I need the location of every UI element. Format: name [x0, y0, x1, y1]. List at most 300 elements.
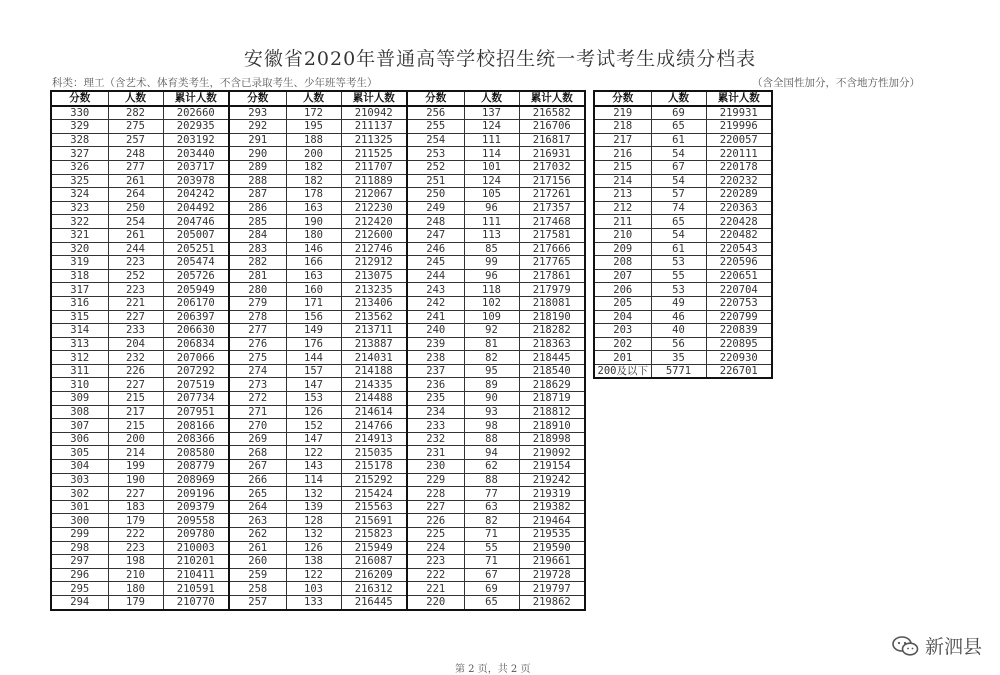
score-cell: 250 — [407, 188, 464, 202]
score-cell: 216 — [594, 147, 651, 161]
table-row — [51, 120, 585, 134]
score-cell: 320 — [51, 242, 108, 256]
cumulative-cell: 204492 — [163, 201, 229, 215]
count-cell: 128 — [286, 514, 341, 528]
count-cell: 67 — [464, 568, 519, 582]
watermark — [891, 632, 982, 659]
table-row — [51, 500, 585, 514]
score-cell: 259 — [229, 568, 286, 582]
cumulative-cell: 216931 — [519, 147, 585, 161]
score-cell: 252 — [407, 160, 464, 174]
score-cell: 200及以下 — [594, 364, 651, 378]
score-cell: 275 — [229, 351, 286, 365]
cumulative-cell: 207066 — [163, 351, 229, 365]
cumulative-cell: 218282 — [519, 324, 585, 338]
table-row — [51, 201, 585, 215]
table-row — [51, 296, 585, 310]
col-header-cumulative: 累计人数 — [706, 91, 772, 106]
score-cell: 263 — [229, 514, 286, 528]
count-cell: 69 — [651, 106, 706, 120]
count-cell: 182 — [286, 160, 341, 174]
count-cell: 232 — [108, 351, 163, 365]
score-cell: 315 — [51, 310, 108, 324]
count-cell: 77 — [464, 487, 519, 501]
cumulative-cell: 215292 — [341, 473, 407, 487]
score-cell: 274 — [229, 364, 286, 378]
count-cell: 190 — [108, 473, 163, 487]
score-cell: 326 — [51, 160, 108, 174]
count-cell: 147 — [286, 432, 341, 446]
count-cell: 200 — [286, 147, 341, 161]
score-cell: 313 — [51, 337, 108, 351]
table-row — [51, 514, 585, 528]
score-cell: 280 — [229, 283, 286, 297]
table-row — [51, 337, 585, 351]
cumulative-cell: 210003 — [163, 541, 229, 555]
score-cell: 256 — [407, 106, 464, 120]
score-cell: 214 — [594, 174, 651, 188]
count-cell: 146 — [286, 242, 341, 256]
score-cell: 281 — [229, 269, 286, 283]
count-cell: 179 — [108, 514, 163, 528]
score-cell: 247 — [407, 228, 464, 242]
score-cell: 308 — [51, 405, 108, 419]
count-cell: 82 — [464, 351, 519, 365]
score-cell: 322 — [51, 215, 108, 229]
count-cell: 149 — [286, 324, 341, 338]
table-row — [594, 283, 772, 297]
score-cell: 221 — [407, 582, 464, 596]
count-cell: 227 — [108, 378, 163, 392]
score-cell: 301 — [51, 500, 108, 514]
cumulative-cell: 210942 — [341, 106, 407, 120]
score-cell: 323 — [51, 201, 108, 215]
table-row — [51, 188, 585, 202]
count-cell: 147 — [286, 378, 341, 392]
count-cell: 111 — [464, 133, 519, 147]
cumulative-cell: 210591 — [163, 582, 229, 596]
table-row — [51, 283, 585, 297]
score-cell: 217 — [594, 133, 651, 147]
count-cell: 221 — [108, 296, 163, 310]
score-cell: 325 — [51, 174, 108, 188]
cumulative-cell: 204242 — [163, 188, 229, 202]
cumulative-cell: 215563 — [341, 500, 407, 514]
table-row — [594, 106, 772, 120]
count-cell: 126 — [286, 541, 341, 555]
score-cell: 316 — [51, 296, 108, 310]
count-cell: 82 — [464, 514, 519, 528]
cumulative-cell: 217468 — [519, 215, 585, 229]
table-row — [594, 174, 772, 188]
cumulative-cell: 218629 — [519, 378, 585, 392]
count-cell: 94 — [464, 446, 519, 460]
count-cell: 188 — [286, 133, 341, 147]
score-cell: 246 — [407, 242, 464, 256]
cumulative-cell: 216706 — [519, 120, 585, 134]
cumulative-cell: 213406 — [341, 296, 407, 310]
count-cell: 69 — [464, 582, 519, 596]
score-cell: 260 — [229, 555, 286, 569]
cumulative-cell: 220428 — [706, 215, 772, 229]
header-row — [51, 91, 585, 106]
score-cell: 254 — [407, 133, 464, 147]
count-cell: 114 — [286, 473, 341, 487]
count-cell: 200 — [108, 432, 163, 446]
cumulative-cell: 209379 — [163, 500, 229, 514]
col-header-cumulative: 累计人数 — [163, 91, 229, 106]
count-cell: 93 — [464, 405, 519, 419]
count-cell: 160 — [286, 283, 341, 297]
table-row — [51, 460, 585, 474]
count-cell: 277 — [108, 160, 163, 174]
score-cell: 279 — [229, 296, 286, 310]
count-cell: 56 — [651, 337, 706, 351]
cumulative-cell: 208969 — [163, 473, 229, 487]
cumulative-cell: 211137 — [341, 120, 407, 134]
table-row — [51, 568, 585, 582]
score-cell: 239 — [407, 337, 464, 351]
table-row — [51, 269, 585, 283]
col-header-score: 分数 — [594, 91, 651, 106]
count-cell: 257 — [108, 133, 163, 147]
cumulative-cell: 220753 — [706, 296, 772, 310]
table-row — [51, 215, 585, 229]
score-cell: 304 — [51, 460, 108, 474]
count-cell: 122 — [286, 568, 341, 582]
category-note: 科类：理工（含艺术、体育类考生，不含已录取考生、少年班等考生） — [52, 77, 378, 89]
cumulative-cell: 212420 — [341, 215, 407, 229]
score-cell: 261 — [229, 541, 286, 555]
cumulative-cell: 205007 — [163, 228, 229, 242]
cumulative-cell: 212067 — [341, 188, 407, 202]
score-cell: 226 — [407, 514, 464, 528]
count-cell: 198 — [108, 555, 163, 569]
col-header-count: 人数 — [108, 91, 163, 106]
score-cell: 287 — [229, 188, 286, 202]
score-cell: 273 — [229, 378, 286, 392]
count-cell: 111 — [464, 215, 519, 229]
count-cell: 89 — [464, 378, 519, 392]
cumulative-cell: 213562 — [341, 310, 407, 324]
cumulative-cell: 216312 — [341, 582, 407, 596]
count-cell: 95 — [464, 364, 519, 378]
cumulative-cell: 215424 — [341, 487, 407, 501]
table-row — [51, 582, 585, 596]
table-row — [51, 405, 585, 419]
count-cell: 5771 — [651, 364, 706, 378]
cumulative-cell: 219319 — [519, 487, 585, 501]
col-header-score: 分数 — [51, 91, 108, 106]
cumulative-cell: 205474 — [163, 256, 229, 270]
header-row — [594, 91, 772, 106]
cumulative-cell: 212912 — [341, 256, 407, 270]
cumulative-cell: 207519 — [163, 378, 229, 392]
count-cell: 46 — [651, 310, 706, 324]
cumulative-cell: 218812 — [519, 405, 585, 419]
count-cell: 152 — [286, 419, 341, 433]
score-cell: 265 — [229, 487, 286, 501]
count-cell: 49 — [651, 296, 706, 310]
table-row — [51, 351, 585, 365]
score-cell: 290 — [229, 147, 286, 161]
score-cell: 251 — [407, 174, 464, 188]
count-cell: 156 — [286, 310, 341, 324]
cumulative-cell: 220651 — [706, 269, 772, 283]
count-cell: 137 — [464, 106, 519, 120]
count-cell: 62 — [464, 460, 519, 474]
cumulative-cell: 202935 — [163, 120, 229, 134]
table-row — [51, 392, 585, 406]
count-cell: 74 — [651, 201, 706, 215]
cumulative-cell: 217765 — [519, 256, 585, 270]
cumulative-cell: 210770 — [163, 595, 229, 609]
score-cell: 283 — [229, 242, 286, 256]
cumulative-cell: 205251 — [163, 242, 229, 256]
table-row — [51, 378, 585, 392]
count-cell: 171 — [286, 296, 341, 310]
cumulative-cell: 217581 — [519, 228, 585, 242]
table-row — [594, 364, 772, 378]
table-row — [594, 147, 772, 161]
cumulative-cell: 215949 — [341, 541, 407, 555]
score-cell: 212 — [594, 201, 651, 215]
score-cell: 291 — [229, 133, 286, 147]
count-cell: 61 — [651, 133, 706, 147]
table-row — [594, 133, 772, 147]
cumulative-cell: 220895 — [706, 337, 772, 351]
count-cell: 226 — [108, 364, 163, 378]
count-cell: 63 — [464, 500, 519, 514]
count-cell: 215 — [108, 419, 163, 433]
cumulative-cell: 220543 — [706, 242, 772, 256]
table-row — [594, 120, 772, 134]
score-cell: 205 — [594, 296, 651, 310]
score-cell: 318 — [51, 269, 108, 283]
count-cell: 214 — [108, 446, 163, 460]
cumulative-cell: 219382 — [519, 500, 585, 514]
score-cell: 244 — [407, 269, 464, 283]
table-row — [594, 201, 772, 215]
score-cell: 253 — [407, 147, 464, 161]
count-cell: 65 — [464, 595, 519, 609]
count-cell: 264 — [108, 188, 163, 202]
score-cell: 229 — [407, 473, 464, 487]
count-cell: 210 — [108, 568, 163, 582]
table-row — [51, 528, 585, 542]
count-cell: 126 — [286, 405, 341, 419]
table-row — [594, 215, 772, 229]
cumulative-cell: 210411 — [163, 568, 229, 582]
cumulative-cell: 215178 — [341, 460, 407, 474]
score-cell: 282 — [229, 256, 286, 270]
count-cell: 54 — [651, 228, 706, 242]
cumulative-cell: 220057 — [706, 133, 772, 147]
col-header-count: 人数 — [464, 91, 519, 106]
score-cell: 224 — [407, 541, 464, 555]
cumulative-cell: 216817 — [519, 133, 585, 147]
cumulative-cell: 215823 — [341, 528, 407, 542]
cumulative-cell: 208366 — [163, 432, 229, 446]
cumulative-cell: 220930 — [706, 351, 772, 365]
col-header-score: 分数 — [407, 91, 464, 106]
score-cell: 210 — [594, 228, 651, 242]
col-header-score: 分数 — [229, 91, 286, 106]
count-cell: 153 — [286, 392, 341, 406]
col-header-count: 人数 — [651, 91, 706, 106]
count-cell: 217 — [108, 405, 163, 419]
count-cell: 92 — [464, 324, 519, 338]
count-cell: 122 — [286, 446, 341, 460]
count-cell: 85 — [464, 242, 519, 256]
cumulative-cell: 212746 — [341, 242, 407, 256]
score-cell: 219 — [594, 106, 651, 120]
table-row — [594, 351, 772, 365]
count-cell: 88 — [464, 432, 519, 446]
cumulative-cell: 206834 — [163, 337, 229, 351]
cumulative-cell: 205949 — [163, 283, 229, 297]
cumulative-cell: 219590 — [519, 541, 585, 555]
score-cell: 202 — [594, 337, 651, 351]
table-row — [51, 160, 585, 174]
cumulative-cell: 220482 — [706, 228, 772, 242]
count-cell: 99 — [464, 256, 519, 270]
cumulative-cell: 211325 — [341, 133, 407, 147]
count-cell: 53 — [651, 256, 706, 270]
table-row — [51, 256, 585, 270]
count-cell: 215 — [108, 392, 163, 406]
table-row — [51, 133, 585, 147]
score-cell: 262 — [229, 528, 286, 542]
count-cell: 54 — [651, 174, 706, 188]
count-cell: 103 — [286, 582, 341, 596]
score-cell: 257 — [229, 595, 286, 609]
cumulative-cell: 209780 — [163, 528, 229, 542]
score-cell: 292 — [229, 120, 286, 134]
count-cell: 55 — [464, 541, 519, 555]
count-cell: 244 — [108, 242, 163, 256]
cumulative-cell: 218081 — [519, 296, 585, 310]
cumulative-cell: 213235 — [341, 283, 407, 297]
score-cell: 289 — [229, 160, 286, 174]
count-cell: 132 — [286, 528, 341, 542]
count-cell: 275 — [108, 120, 163, 134]
count-cell: 261 — [108, 174, 163, 188]
table-row — [594, 296, 772, 310]
count-cell: 143 — [286, 460, 341, 474]
table-row — [594, 160, 772, 174]
count-cell: 138 — [286, 555, 341, 569]
table-row — [594, 242, 772, 256]
table-row — [51, 310, 585, 324]
count-cell: 227 — [108, 310, 163, 324]
table-row — [51, 174, 585, 188]
count-cell: 179 — [108, 595, 163, 609]
score-cell: 327 — [51, 147, 108, 161]
table-row — [51, 473, 585, 487]
table-row — [594, 188, 772, 202]
cumulative-cell: 208580 — [163, 446, 229, 460]
count-cell: 61 — [651, 242, 706, 256]
score-cell: 223 — [407, 555, 464, 569]
score-cell: 296 — [51, 568, 108, 582]
score-cell: 204 — [594, 310, 651, 324]
score-table-side — [593, 90, 773, 379]
score-cell: 300 — [51, 514, 108, 528]
score-cell: 243 — [407, 283, 464, 297]
cumulative-cell: 217032 — [519, 160, 585, 174]
score-cell: 306 — [51, 432, 108, 446]
page-footer: 第 2 页，共 2 页 — [455, 664, 531, 675]
score-cell: 270 — [229, 419, 286, 433]
cumulative-cell: 218998 — [519, 432, 585, 446]
score-cell: 230 — [407, 460, 464, 474]
score-cell: 299 — [51, 528, 108, 542]
score-cell: 255 — [407, 120, 464, 134]
table-row — [51, 228, 585, 242]
cumulative-cell: 218190 — [519, 310, 585, 324]
count-cell: 101 — [464, 160, 519, 174]
cumulative-cell: 209558 — [163, 514, 229, 528]
cumulative-cell: 219535 — [519, 528, 585, 542]
cumulative-cell: 220799 — [706, 310, 772, 324]
count-cell: 105 — [464, 188, 519, 202]
score-cell: 312 — [51, 351, 108, 365]
table-row — [594, 310, 772, 324]
cumulative-cell: 220289 — [706, 188, 772, 202]
score-cell: 288 — [229, 174, 286, 188]
score-cell: 227 — [407, 500, 464, 514]
score-cell: 264 — [229, 500, 286, 514]
count-cell: 178 — [286, 188, 341, 202]
count-cell: 35 — [651, 351, 706, 365]
count-cell: 222 — [108, 528, 163, 542]
cumulative-cell: 214766 — [341, 419, 407, 433]
count-cell: 139 — [286, 500, 341, 514]
cumulative-cell: 203192 — [163, 133, 229, 147]
cumulative-cell: 203440 — [163, 147, 229, 161]
count-cell: 102 — [464, 296, 519, 310]
score-cell: 285 — [229, 215, 286, 229]
score-cell: 295 — [51, 582, 108, 596]
count-cell: 223 — [108, 283, 163, 297]
cumulative-cell: 211525 — [341, 147, 407, 161]
count-cell: 248 — [108, 147, 163, 161]
score-cell: 293 — [229, 106, 286, 120]
wechat-icon — [891, 635, 919, 657]
score-cell: 236 — [407, 378, 464, 392]
score-cell: 330 — [51, 106, 108, 120]
table-row — [51, 487, 585, 501]
watermark-text: 新泗县 — [924, 636, 982, 658]
cumulative-cell: 212600 — [341, 228, 407, 242]
page-title: 安徽省2020年普通高等学校招生统一考试考生成绩分档表 — [243, 48, 757, 70]
score-cell: 228 — [407, 487, 464, 501]
cumulative-cell: 217861 — [519, 269, 585, 283]
count-cell: 190 — [286, 215, 341, 229]
score-cell: 235 — [407, 392, 464, 406]
table-row — [51, 324, 585, 338]
score-cell: 249 — [407, 201, 464, 215]
cumulative-cell: 214335 — [341, 378, 407, 392]
cumulative-cell: 207951 — [163, 405, 229, 419]
cumulative-cell: 214614 — [341, 405, 407, 419]
score-cell: 248 — [407, 215, 464, 229]
count-cell: 204 — [108, 337, 163, 351]
score-cell: 311 — [51, 364, 108, 378]
cumulative-cell: 214188 — [341, 364, 407, 378]
score-cell: 232 — [407, 432, 464, 446]
